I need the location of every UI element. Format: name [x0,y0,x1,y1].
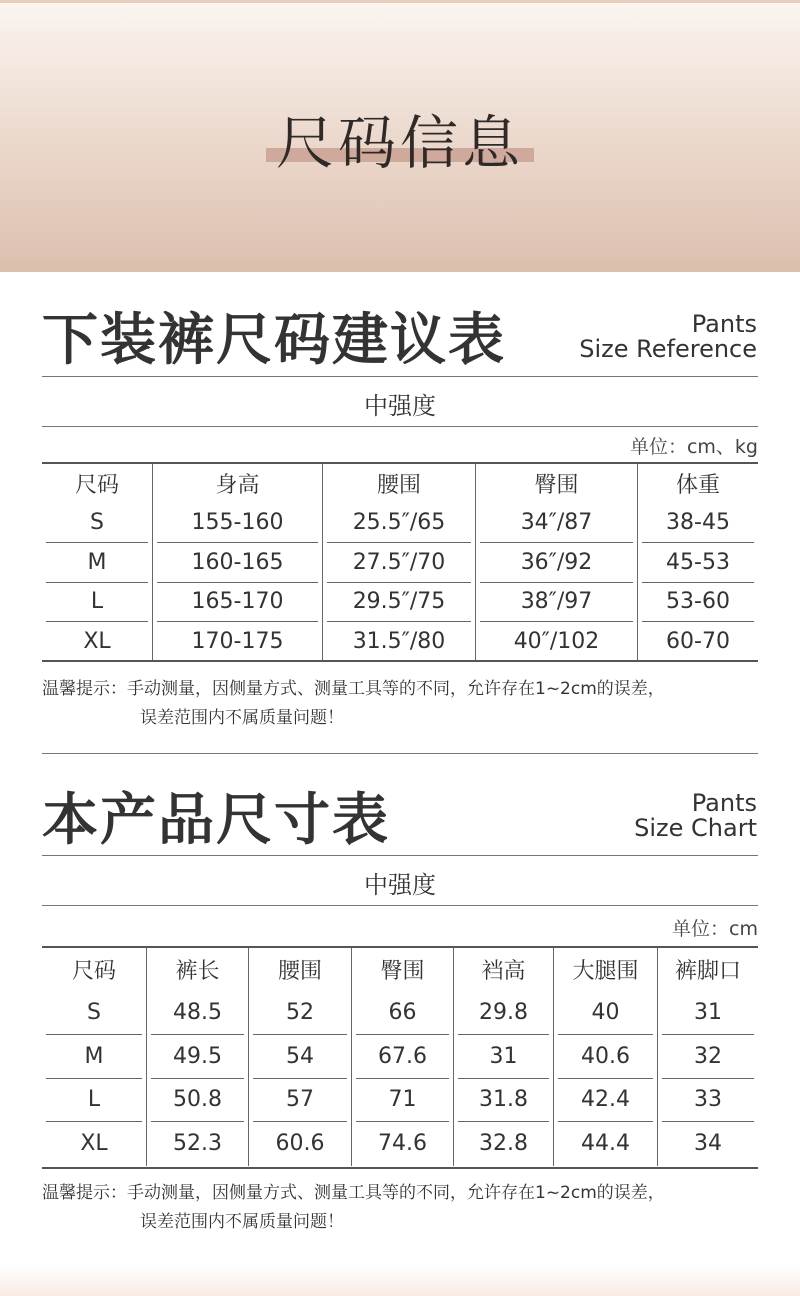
unit-label: 单位：cm [672,918,758,940]
table-cell: 40.6 [553,1035,657,1079]
table-cell: 44.4 [553,1122,657,1166]
table-row [42,543,758,583]
table-cell: M [42,543,152,583]
tip-line2: 误差范围内不属质量问题！ [140,1212,344,1232]
section-divider [42,753,758,754]
table-cell: S [42,992,146,1036]
table-cell: 67.6 [351,1035,453,1079]
size-reference-table [42,464,758,662]
en-title-line2: Size Reference [579,335,757,363]
table-cell: 31 [453,1035,553,1079]
table-cell: 155-160 [152,504,322,544]
table-cell: 48.5 [146,992,248,1036]
column-header: 体重 [637,464,758,504]
table-cell: 74.6 [351,1122,453,1166]
table-row [42,1035,758,1079]
table-row [42,1079,758,1123]
strength-label: 中强度 [364,392,436,420]
table-cell: XL [80,1131,108,1157]
table-cell: 32 [657,1035,758,1079]
table-cell: 32.8 [453,1122,553,1166]
table-cell: M [42,1035,146,1079]
table-cell: 60.6 [248,1122,351,1166]
size-reference-en-title [579,312,757,362]
table-cell: L [42,1079,146,1123]
table-cell: 57 [248,1079,351,1123]
table-cell: S [42,504,152,544]
table-cell: L [42,583,152,623]
table-cell: 29.5″/75 [322,583,475,623]
size-chart-en-title [634,791,757,841]
table-cell: 60-70 [637,622,758,662]
table-row [42,622,758,662]
divider [42,855,758,856]
table-cell: 36″/92 [475,543,637,583]
column-header: 尺码 [74,473,119,499]
tip-line2: 误差范围内不属质量问题！ [140,708,344,728]
table-cell: 49.5 [146,1035,248,1079]
en-title-line2: Size Chart [634,814,757,842]
table-bottom-border [42,1167,758,1169]
table-cell: 27.5″/70 [322,543,475,583]
column-header: 大腿围 [553,948,657,992]
column-header: 臀围 [475,464,637,504]
column-header: 裆高 [453,948,553,992]
size-reference-tip [42,675,772,733]
table-cell: 52.3 [146,1122,248,1166]
column-header: 裤长 [146,948,248,992]
table-cell: 34 [657,1122,758,1166]
en-title-line1: Pants [691,789,757,817]
divider [42,376,758,377]
page-title: 尺码信息 [275,109,524,177]
table-cell: 165-170 [152,583,322,623]
divider [42,905,758,906]
table-cell: 42.4 [553,1079,657,1123]
column-header: 身高 [152,464,322,504]
table-row [42,583,758,623]
table-row [42,992,758,1036]
table-row [42,504,758,544]
table-cell: 53-60 [637,583,758,623]
table-cell: 40″/102 [475,622,637,662]
size-chart-title: 本产品尺寸表 [42,788,390,853]
tip-line1: 温馨提示：手动测量，因侧量方式、测量工具等的不同，允许存在1~2cm的误差， [42,679,665,699]
table-cell: 34″/87 [475,504,637,544]
table-cell: 31.5″/80 [322,622,475,662]
table-row [42,1122,758,1166]
en-title-line1: Pants [691,310,757,338]
footer-gradient [0,1266,800,1296]
table-cell: 160-165 [152,543,322,583]
size-chart-table [42,948,758,1166]
table-cell: 66 [351,992,453,1036]
table-cell: 33 [657,1079,758,1123]
table-cell: 38-45 [637,504,758,544]
unit-label: 单位：cm、kg [629,436,758,458]
table-cell: XL [83,629,111,655]
column-header: 腰围 [322,464,475,504]
table-cell: 40 [553,992,657,1036]
column-header: 腰围 [248,948,351,992]
strength-label: 中强度 [364,871,436,899]
column-header: 裤脚口 [657,948,758,992]
header-banner [0,0,800,272]
column-header: 尺码 [71,959,116,985]
column-header: 臀围 [351,948,453,992]
table-cell: 29.8 [453,992,553,1036]
table-cell: 25.5″/65 [322,504,475,544]
table-cell: 54 [248,1035,351,1079]
top-accent-line [0,0,800,3]
table-cell: 45-53 [637,543,758,583]
table-header-row [42,948,758,992]
size-reference-title: 下装裤尺码建议表 [42,308,506,373]
table-cell: 50.8 [146,1079,248,1123]
table-cell: 31 [657,992,758,1036]
table-cell: 170-175 [152,622,322,662]
size-chart-tip [42,1179,772,1237]
table-cell: 71 [351,1079,453,1123]
table-cell: 38″/97 [475,583,637,623]
tip-line1: 温馨提示：手动测量，因侧量方式、测量工具等的不同，允许存在1~2cm的误差， [42,1183,665,1203]
table-cell: 52 [248,992,351,1036]
table-cell: 31.8 [453,1079,553,1123]
table-bottom-border [42,660,758,662]
divider [42,426,758,427]
table-header-row [42,464,758,504]
